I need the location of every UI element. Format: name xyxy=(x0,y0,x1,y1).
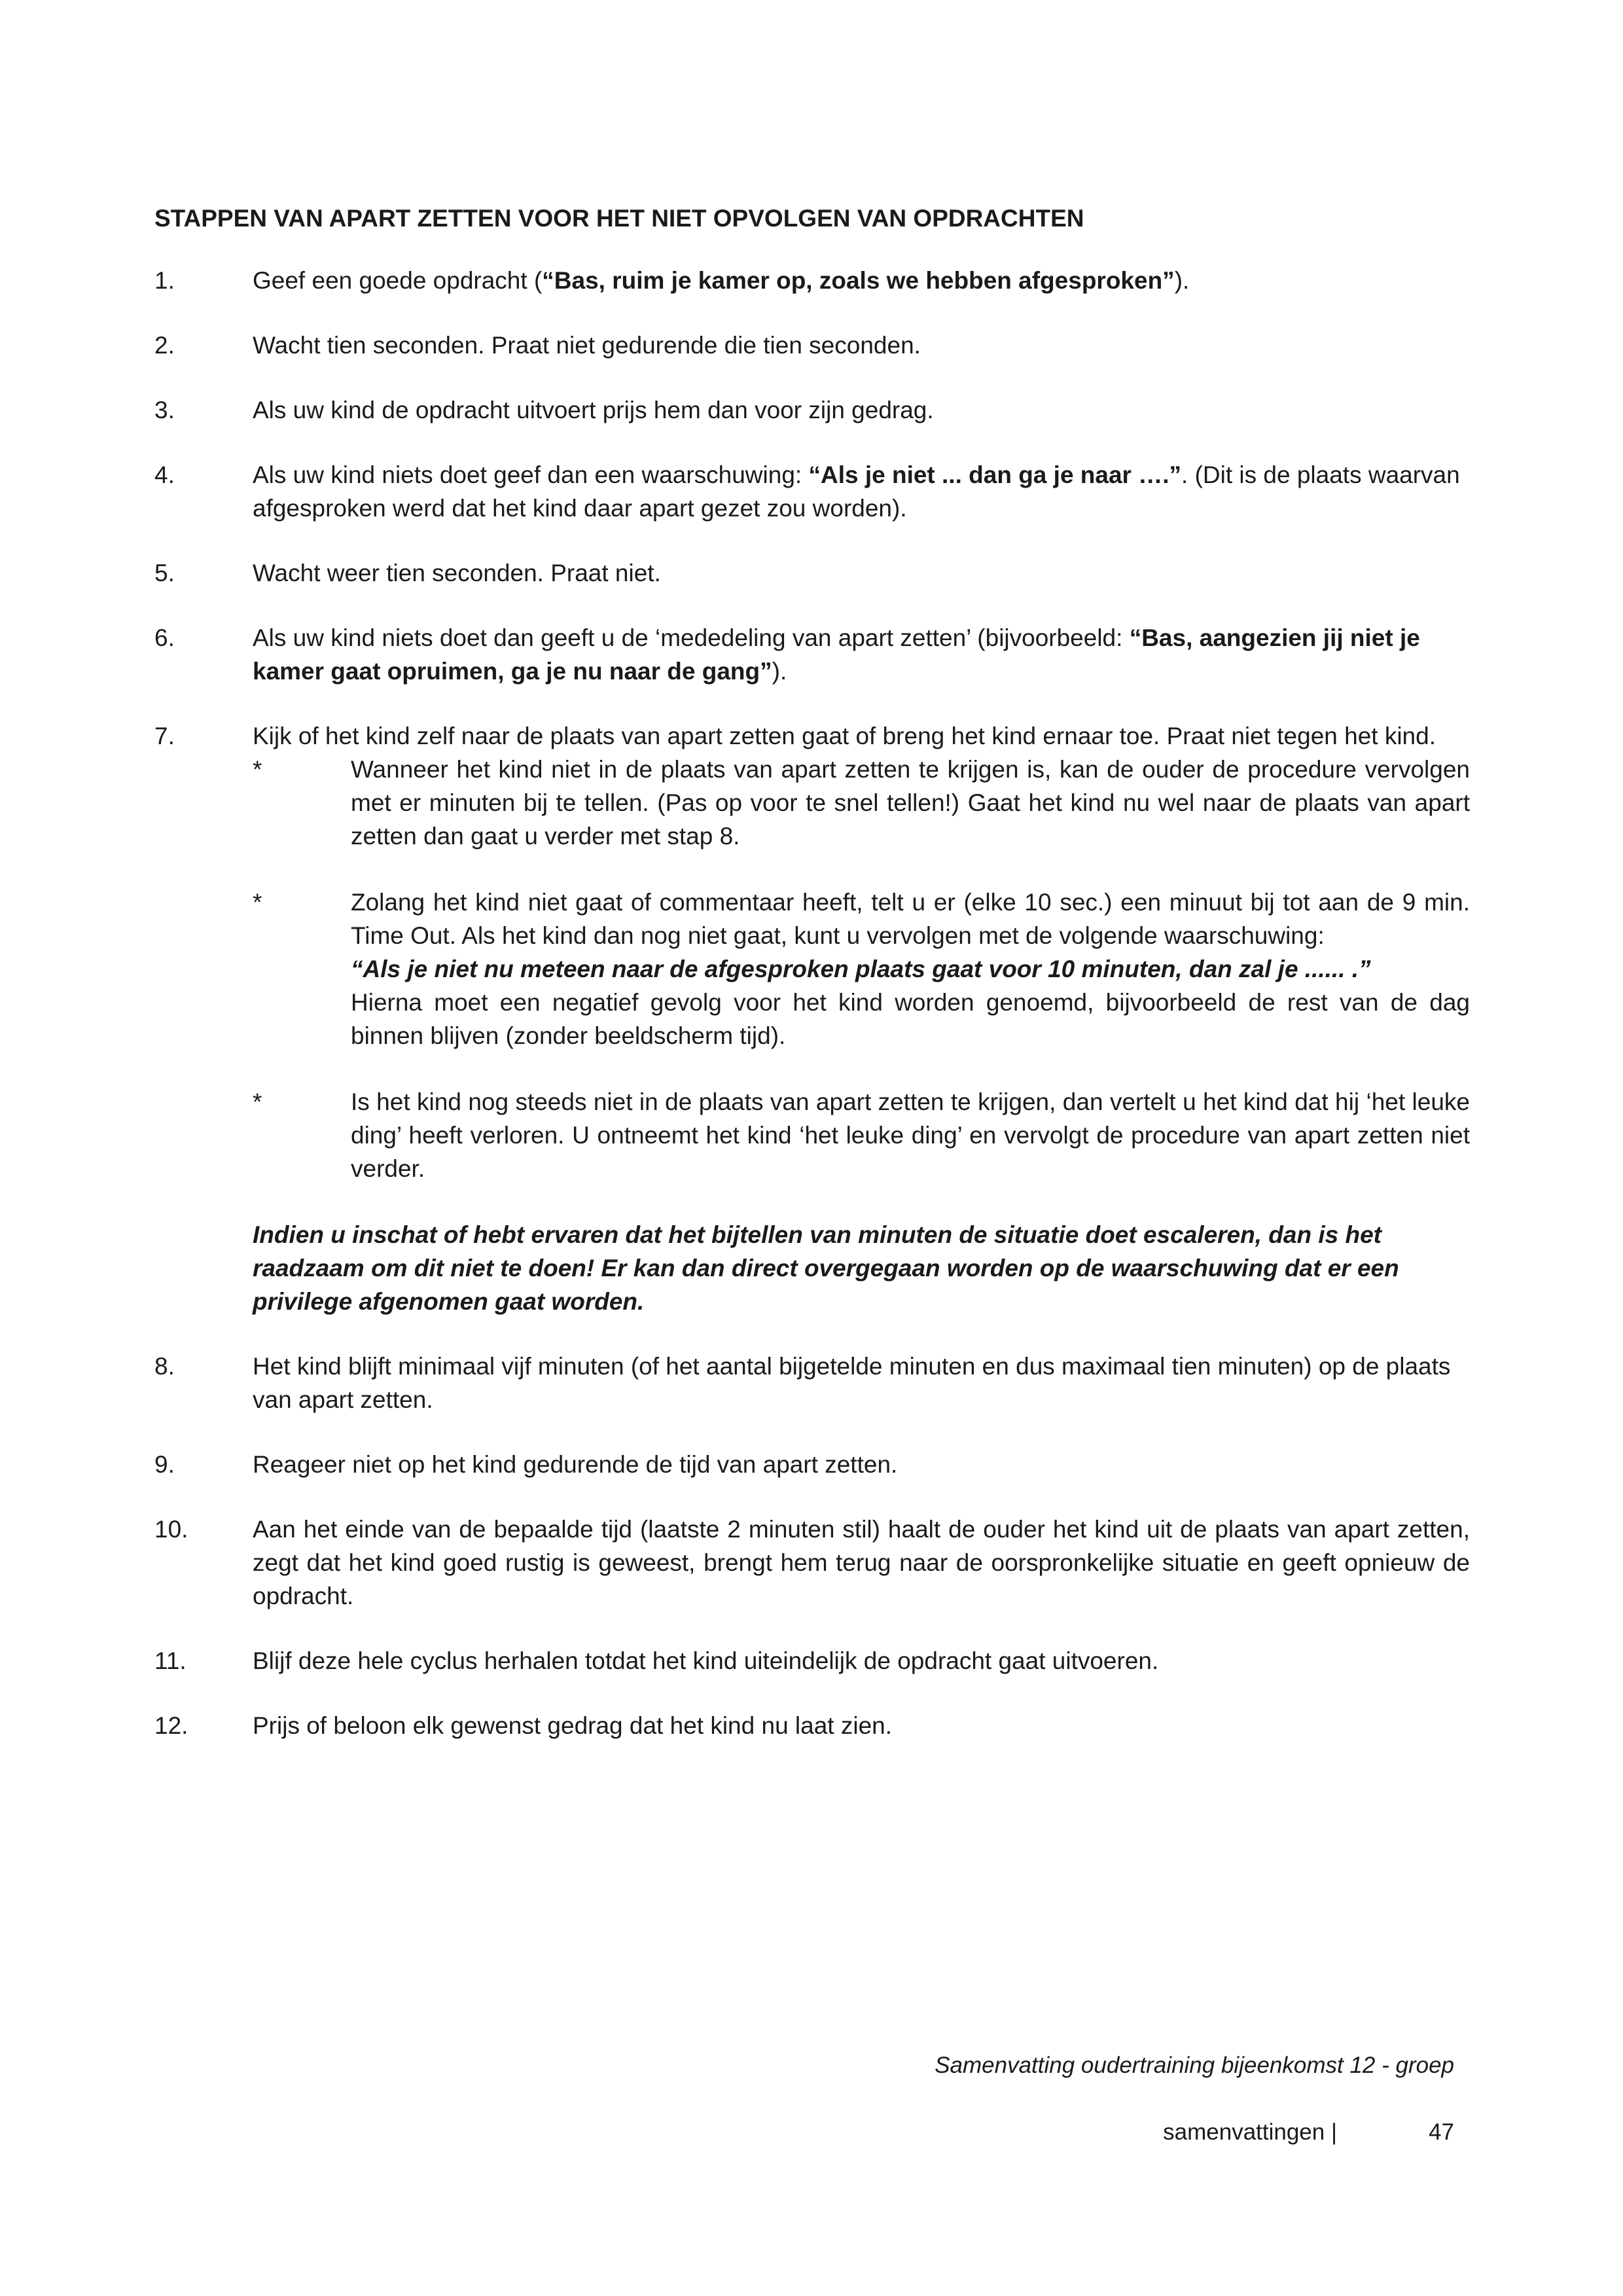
step-10 xyxy=(154,1513,1470,1613)
bullet-marker: * xyxy=(253,756,262,783)
step-text-part: . (Dit is de plaats waarvan afgesproken werd dat het kind daar apart gezet zou worden). xyxy=(253,461,1460,522)
bullet-text: Wanneer het kind niet in de plaats van apart zetten te krijgen is, kan de ouder de procedure vervolgen met er minuten bij te tellen. (Pas op voor te snel tellen!) Gaat het kind nu wel naar de plaats van apart zetten dan gaat u verder met stap 8. xyxy=(351,756,1470,850)
step-7 xyxy=(154,719,1470,1318)
footer-pagination xyxy=(1163,2115,1454,2149)
bullet-content xyxy=(351,886,1470,1052)
bullet-text: Is het kind nog steeds niet in de plaats van apart zetten te krijgen, dan vertelt u het kind dat hij ‘het leuke ding’ heeft verloren. U ontneemt het kind ‘het leuke ding’ en vervolgt de procedure van apart zetten niet verder. xyxy=(351,1088,1470,1182)
step-quote: “Bas, ruim je kamer op, zoals we hebben afgesproken” xyxy=(542,267,1175,294)
step-3 xyxy=(154,393,1470,427)
step-number: 7. xyxy=(154,723,175,749)
footer-section-label: samenvattingen | xyxy=(1163,2119,1338,2145)
step-number: 4. xyxy=(154,461,175,488)
step-text: Kijk of het kind zelf naar de plaats van apart zetten gaat of breng het kind ernaar toe. Praat niet tegen het kind. xyxy=(253,723,1436,749)
step-text: Reageer niet op het kind gedurende de tijd van apart zetten. xyxy=(253,1451,898,1478)
step-text: Wacht weer tien seconden. Praat niet. xyxy=(253,560,661,586)
step-12 xyxy=(154,1709,1470,1742)
step-text: Blijf deze hele cyclus herhalen totdat het kind uiteindelijk de opdracht gaat uitvoeren. xyxy=(253,1647,1159,1674)
warning-quote: “Als je niet nu meteen naar de afgesproken plaats gaat voor 10 minuten, dan zal je ...... .” xyxy=(351,956,1371,982)
step-number: 11. xyxy=(154,1647,187,1674)
document-body xyxy=(154,202,1470,1774)
page-number: 47 xyxy=(1429,2119,1454,2145)
bullet-text: Zolang het kind niet gaat of commentaar heeft, telt u er (elke 10 sec.) een minuut bij tot aan de 9 min. Time Out. Als het kind dan nog niet gaat, kunt u vervolgen met de volgende waarschuwing: xyxy=(351,889,1470,949)
step-number: 2. xyxy=(154,332,175,359)
step-text xyxy=(253,621,1470,688)
important-note: Indien u inschat of hebt ervaren dat het bijtellen van minuten de situatie doet escaleren, dan is het raadzaam om dit niet te doen! Er kan dan direct overgegaan worden op de waarschuwing dat er een privilege afgenomen gaat worden. xyxy=(253,1221,1399,1315)
step-9 xyxy=(154,1448,1470,1481)
step-quote: “Als je niet ... dan ga je naar ….” xyxy=(808,461,1182,488)
step-number: 3. xyxy=(154,397,175,423)
step-text xyxy=(253,264,1470,297)
step-number: 9. xyxy=(154,1451,175,1478)
step-text xyxy=(253,458,1470,525)
bullet-item xyxy=(253,1085,1470,1185)
step-8 xyxy=(154,1350,1470,1416)
step-text-part: Als uw kind niets doet dan geeft u de ‘mededeling van apart zetten’ (bijvoorbeeld: xyxy=(253,624,1130,651)
bullet-marker: * xyxy=(253,1088,262,1115)
step-5 xyxy=(154,556,1470,590)
step-text: Wacht tien seconden. Praat niet gedurende die tien seconden. xyxy=(253,332,921,359)
step-number: 1. xyxy=(154,267,175,294)
step-11 xyxy=(154,1644,1470,1677)
step-text: Prijs of beloon elk gewenst gedrag dat het kind nu laat zien. xyxy=(253,1712,893,1739)
step-number: 6. xyxy=(154,624,175,651)
bullet-followup-text: Hierna moet een negatief gevolg voor het kind worden genoemd, bijvoorbeeld de rest van de dag binnen blijven (zonder beeldscherm tijd). xyxy=(351,989,1470,1049)
step-text-part: ). xyxy=(772,658,787,685)
step-2 xyxy=(154,329,1470,362)
step-number: 10. xyxy=(154,1516,188,1543)
step-text-part: Geef een goede opdracht ( xyxy=(253,267,543,294)
step-text: Aan het einde van de bepaalde tijd (laatste 2 minuten stil) haalt de ouder het kind uit de plaats van apart zetten, zegt dat het kind goed rustig is geweest, brengt hem terug naar de oorspronkelijke situatie en geeft opnieuw de opdracht. xyxy=(253,1516,1470,1609)
footer-document-title: Samenvatting oudertraining bijeenkomst 12 - groep xyxy=(935,2053,1454,2078)
page-title: STAPPEN VAN APART ZETTEN VOOR HET NIET OPVOLGEN VAN OPDRACHTEN xyxy=(154,205,1084,232)
bullet-marker: * xyxy=(253,889,262,916)
step-text-part: ). xyxy=(1174,267,1190,294)
step-4 xyxy=(154,458,1470,525)
step-number: 12. xyxy=(154,1712,188,1739)
step-text-part: Als uw kind niets doet geef dan een waarschuwing: xyxy=(253,461,809,488)
step-content xyxy=(253,719,1470,1318)
step-6 xyxy=(154,621,1470,688)
bullet-item xyxy=(253,886,1470,1052)
step-1 xyxy=(154,264,1470,297)
bullet-item xyxy=(253,753,1470,853)
step-number: 8. xyxy=(154,1353,175,1380)
step-text: Als uw kind de opdracht uitvoert prijs hem dan voor zijn gedrag. xyxy=(253,397,934,423)
step-quote: “Bas, aangezien jij niet je kamer gaat opruimen, ga je nu naar de gang” xyxy=(253,624,1420,685)
step-text: Het kind blijft minimaal vijf minuten (of het aantal bijgetelde minuten en dus maximaal tien minuten) op de plaats van apart zetten. xyxy=(253,1353,1451,1413)
step-number: 5. xyxy=(154,560,175,586)
